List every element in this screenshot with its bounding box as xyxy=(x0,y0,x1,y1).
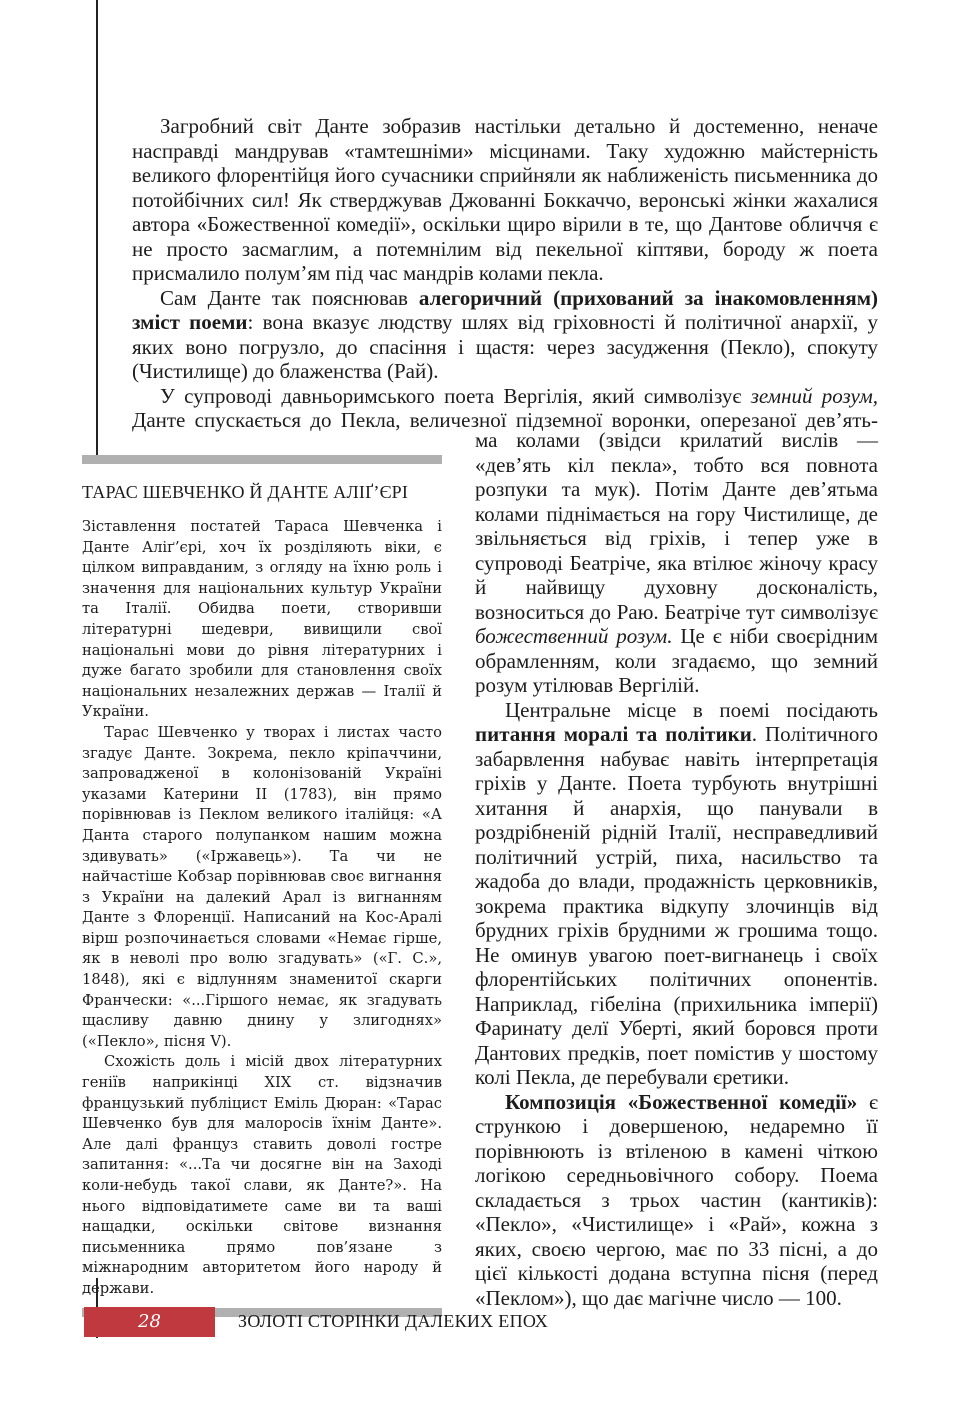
page-number: 28 xyxy=(138,1311,161,1332)
paragraph-2 xyxy=(132,286,878,384)
paragraph-2-bold: алегоричний (прихований за інакомовленням) зміст поеми xyxy=(132,285,879,334)
sidebar-top-bar xyxy=(82,455,442,464)
paragraph-3-italic: земний розум, xyxy=(750,383,879,408)
paragraph-5-bold: Композиція «Божественної комедії» xyxy=(505,1089,858,1114)
sidebar-title: ТАРАС ШЕВЧЕНКО Й ДАНТЕ АЛІҐ’ЄРІ xyxy=(82,482,409,502)
paragraph-3-text-c: ма колами (звідси крилатий вислів — «дев’ять кіл пекла», тобто вся повнота розпуки та мук). Потім Данте дев’ятьма колами піднімається на гору Чистилище, де звільняється від гріхів, і тепер уже в супроводі Беатріче, яка втілює жіночу красу й найвищу духовну досконалість, возноситься до Раю. Беатріче тут символізує xyxy=(475,428,878,624)
paragraph-3-continued xyxy=(475,428,878,698)
sidebar-paragraph-3: Схожість доль і місій двох літературних геніїв наприкінці XIX ст. відзначив французький публіцист Еміль Дюран: «Тарас Шевченко був для малоросів їхнім Данте». Але далі француз ставить доволі гостре запитання: «...Та чи досягне він на Заході коли-небудь такої слави, як Данте?». На нього відповідатимете саме ви та ваші нащадки, оскільки світове визнання письменника прямо пов’язане з міжнародним авторитетом його народу й держави. xyxy=(82,1053,442,1297)
page-number-badge xyxy=(84,1307,215,1337)
paragraph-5-text: є стрункою і довершеною, недаремно її порівнюють із втіленою в камені чіткою логікою середньовічного собору. Поема складається з трьох частин (кантиків): «Пекло», «Чистилище» і «Рай», кожна з яких, своєю чергою, має по 33 пісні, а до цієї кількості додана вступна пісня (перед «Пеклом»), що дає магічне число — 100. xyxy=(475,1089,878,1310)
paragraph-3-text-a: У супроводі давньоримського поета Вергілія, який символізує xyxy=(160,383,742,408)
sidebar-box xyxy=(82,455,442,1317)
paragraph-3-text-b: Данте спускається до Пекла, величезної підземної воронки, оперезаної дев’ять- xyxy=(132,408,878,432)
sidebar-body xyxy=(82,517,442,1300)
margin-rule-top xyxy=(96,0,98,460)
paragraph-2-text-b: : вона вказує людству шлях від гріховності й політичної анархії, у яких воно погрузло, до спасіння і щастя: через засудження (Пекло), спокуту (Чистилище) до блаженства (Рай). xyxy=(132,310,878,383)
paragraph-4-bold: питання моралі та політики xyxy=(475,722,752,746)
running-footer-title: ЗОЛОТІ СТОРІНКИ ДАЛЕКИХ ЕПОХ xyxy=(238,1311,549,1331)
paragraph-2-text-a: Сам Данте так пояснював xyxy=(160,285,408,310)
sidebar-paragraph-1: Зіставлення постатей Тараса Шевченка і Данте Аліґ’єрі, хоч їх розділяють віки, є цілком виправданим, з огляду на їхню роль і значення для національних культур України та Італії. Обидва поети, створивши літературні шедеври, вивищили свої національні мови до рівня літературних і дуже багато зробили для становлення своїх національних незалежних держав — Італії й України. xyxy=(82,518,442,721)
paragraph-5 xyxy=(475,1090,878,1311)
main-text-top xyxy=(132,114,878,433)
paragraph-3-text-d: Це є ніби своєрідним обрамленням, коли згадаємо, що земний розум утілював Вергілій. xyxy=(475,624,879,697)
paragraph-4 xyxy=(475,698,878,1090)
sidebar-paragraph-2: Тарас Шевченко у творах і листах часто згадує Данте. Зокрема, пекло кріпаччини, запровадженої в колонізованій Україні указами Катерини II (1783), він прямо порівнював із Пеклом великого італійця: «А Данта старого полупанком нашим можна здивувать» («Іржавець»). Та чи не найчастіше Кобзар порівнював своє вигнання з України на далекий Арал із вигнанням Данте з Флоренції. Написаний на Кос-Аралі вірш розпочинається словами «Немає гірше, як в неволі про волю згадувать» («Г. С.», 1848), які є відлунням знаменитої скарги Франчески: «...Гіршого немає, як згадувать щасливу давню днину у злигоднях» («Пекло», пісня V). xyxy=(82,723,442,1050)
paragraph-4-text-b: . Політичного забарвлення набуває навіть інтерпретація гріхів у Данте. Поета турбують внутрішні хитання й анархія, що панували в роздрібненій рідній Італії, несправедливий політичний устрій, пиха, насильство та жадоба до влади, продажність церковників, зокрема практика відкупу злочинців від брудних гріхів брудними ж грошима тощо. Не оминув увагою поет-вигнанець і своїх флорентійських політичних опонентів. Наприклад, гібеліна (прихильника імперії) Фаринату делї Уберті, який боровся проти Дантових предків, поет помістив у шостому колі Пекла, де перебували єретики. xyxy=(475,722,878,1089)
paragraph-4-text-a: Центральне місце в поемі посідають xyxy=(505,697,878,722)
paragraph-1-text: Загробний світ Данте зобразив настільки детально й достеменно, неначе насправді мандрував «тамтешніми» місцинами. Таку художню майстерність великого флорентійця його сучасники сприйняли як наближеність письменника до потойбічних сил! Як стверджував Джованні Боккаччо, веронські жінки жахалися автора «Божественної комедії», оскільки щиро вірили в те, що Дантове обличчя є не просто засмаглим, а потемнілим від пекельної кіптяви, бороду ж поета присмалило полум’ям під час мандрів колами пекла. xyxy=(132,114,878,285)
main-text-right-column xyxy=(475,428,878,1310)
paragraph-1 xyxy=(132,114,878,286)
paragraph-3-lead xyxy=(132,384,878,433)
paragraph-3-italic-2: божественний розум. xyxy=(475,624,673,648)
